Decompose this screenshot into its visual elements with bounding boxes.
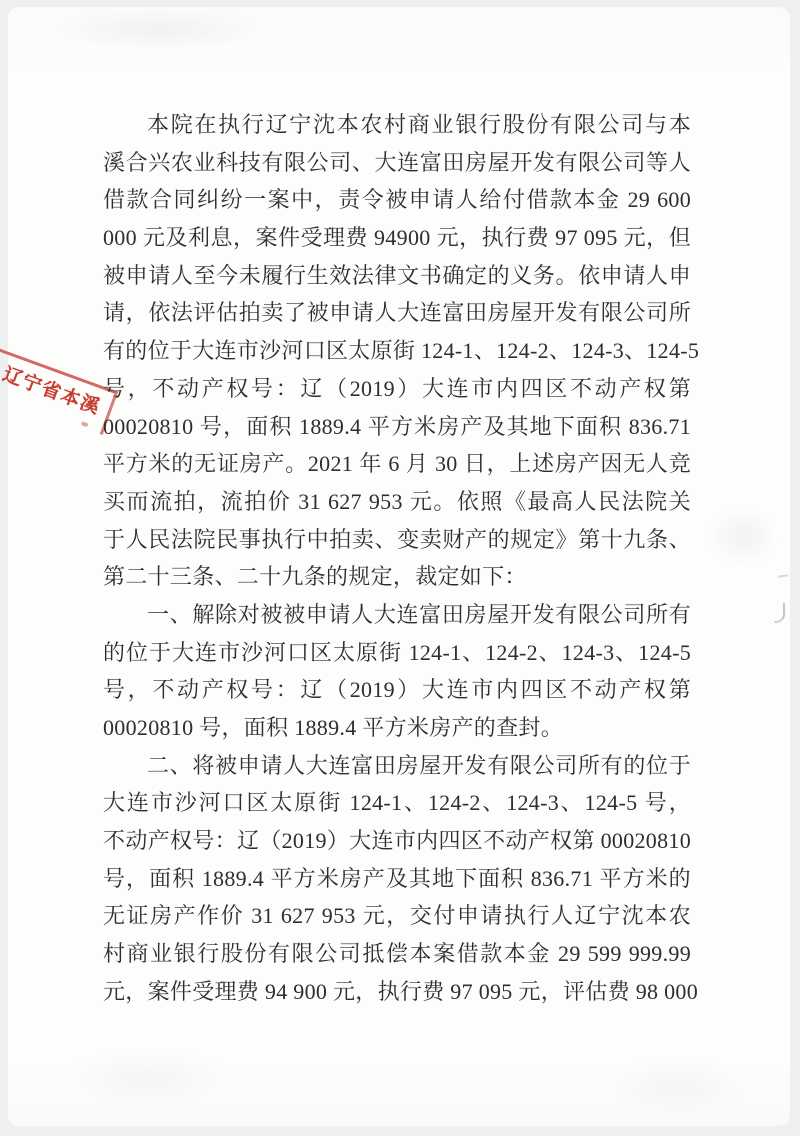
text-line: 村商业银行股份有限公司抵偿本案借款本金 29 599 999.99: [103, 941, 691, 967]
text-line: 请，依法评估拍卖了被申请人大连富田房屋开发有限公司所: [103, 300, 691, 326]
text-line: 号，不动产权号：辽（2019）大连市内四区不动产权第: [103, 677, 691, 703]
text-line: 不动产权号：辽（2019）大连市内四区不动产权第 00020810: [103, 828, 691, 854]
text-line: 有的位于大连市沙河口区太原街 124-1、124-2、124-3、124-5: [103, 338, 700, 364]
official-red-stamp: 辽宁省本溪: [0, 348, 118, 435]
text-line: 00020810 号，面积 1889.4 平方米房产的查封。: [103, 715, 564, 740]
text-line: 第二十三条、二十九条的规定，裁定如下：: [103, 564, 527, 590]
text-line: 号，面积 1889.4 平方米房产及其地下面积 836.71 平方米的: [103, 865, 691, 891]
text-line: 溪合兴农业科技有限公司、大连富田房屋开发有限公司等人: [103, 149, 691, 175]
text-line: 借款合同纠纷一案中，责令被申请人给付借款本金 29 600: [103, 187, 691, 213]
text-line: 的位于大连市沙河口区太原街 124-1、124-2、124-3、124-5: [103, 639, 691, 665]
document-page: [0, 7, 790, 1126]
text-line: 一、解除对被被申请人大连富田房屋开发有限公司所有: [147, 601, 691, 627]
text-line: 平方米的无证房产。2021 年 6 月 30 日，上述房产因无人竞: [103, 451, 691, 477]
scan-artifact: [774, 603, 785, 623]
text-line: 本院在执行辽宁沈本农村商业银行股份有限公司与本: [147, 112, 691, 137]
text-line: 无证房产作价 31 627 953 元，交付申请执行人辽宁沈本农: [103, 903, 691, 929]
text-line: 大连市沙河口区太原街 124-1、124-2、124-3、124-5 号，: [103, 790, 691, 816]
scan-smudge: [68, 1047, 228, 1107]
text-line: 号，不动产权号：辽（2019）大连市内四区不动产权第: [103, 375, 691, 401]
text-line: 000 元及利息，案件受理费 94900 元，执行费 97 095 元，但: [103, 225, 691, 251]
text-line: 元，案件受理费 94 900 元，执行费 97 095 元，评估费 98 000: [103, 978, 699, 1004]
text-line: 于人民法院民事执行中拍卖、变卖财产的规定》第十九条、: [103, 526, 691, 552]
scan-shade: [48, 7, 268, 52]
document-body: [103, 106, 700, 1011]
text-line: 被申请人至今未履行生效法律文书确定的义务。依申请人申: [103, 262, 691, 288]
text-line: 00020810 号，面积 1889.4 平方米房产及其地下面积 836.71: [103, 413, 691, 439]
scan-artifact: [778, 574, 788, 577]
text-line: 买而流拍，流拍价 31 627 953 元。依照《最高人民法院关: [103, 488, 691, 514]
scan-smudge: [608, 1057, 748, 1117]
text-line: 二、将被申请人大连富田房屋开发有限公司所有的位于: [147, 752, 691, 778]
scan-smudge: [708, 507, 778, 567]
